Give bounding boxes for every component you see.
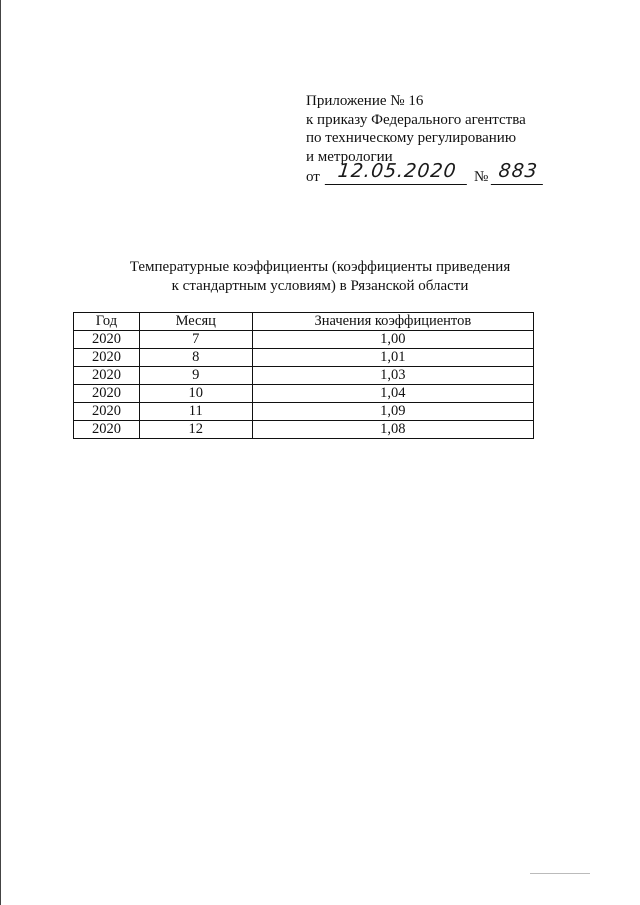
cell-month: 7 [139, 331, 252, 349]
table-row [74, 403, 534, 421]
annex-number: Приложение № 16 [306, 93, 424, 109]
table-row [74, 421, 534, 439]
annex-agency-line: по техническому регулированию [306, 130, 517, 146]
annex-metrology-line: и метрологии [306, 148, 393, 165]
cell-month: 9 [139, 367, 252, 385]
title-line-2: к стандартным условиям) в Рязанской области [171, 278, 469, 294]
scan-artifact-line [530, 873, 590, 874]
table-row [74, 367, 534, 385]
annex-order-line: к приказу Федерального агентства [306, 111, 526, 128]
table-header-row [74, 313, 534, 331]
cell-value: 1,08 [252, 421, 533, 439]
cell-value: 1,01 [252, 349, 533, 367]
cell-year: 2020 [74, 385, 140, 403]
header-year: Год [74, 313, 140, 331]
annex-header [306, 92, 540, 188]
document-title [0, 258, 640, 296]
number-prefix: № [474, 169, 489, 185]
cell-month: 8 [139, 349, 252, 367]
cell-year: 2020 [74, 403, 140, 421]
table-row [74, 349, 534, 367]
cell-value: 1,09 [252, 403, 533, 421]
cell-year: 2020 [74, 331, 140, 349]
cell-year: 2020 [74, 421, 140, 439]
header-value: Значения коэффициентов [252, 313, 533, 331]
order-number: 883 [491, 162, 545, 185]
order-date: 12.05.2020 [325, 162, 469, 185]
title-line-1: Температурные коэффициенты (коэффициенты приведения [129, 259, 511, 275]
header-month: Месяц [139, 313, 252, 331]
cell-value: 1,00 [252, 331, 533, 349]
cell-value: 1,03 [252, 367, 533, 385]
cell-year: 2020 [74, 349, 140, 367]
cell-month: 12 [139, 421, 252, 439]
cell-value: 1,04 [252, 385, 533, 403]
table-row [74, 331, 534, 349]
cell-month: 11 [139, 403, 252, 421]
table-row [74, 385, 534, 403]
annex-date-number-line [306, 160, 540, 188]
coefficients-table [73, 312, 534, 439]
cell-month: 10 [139, 385, 252, 403]
date-prefix: от [306, 169, 320, 185]
cell-year: 2020 [74, 367, 140, 385]
